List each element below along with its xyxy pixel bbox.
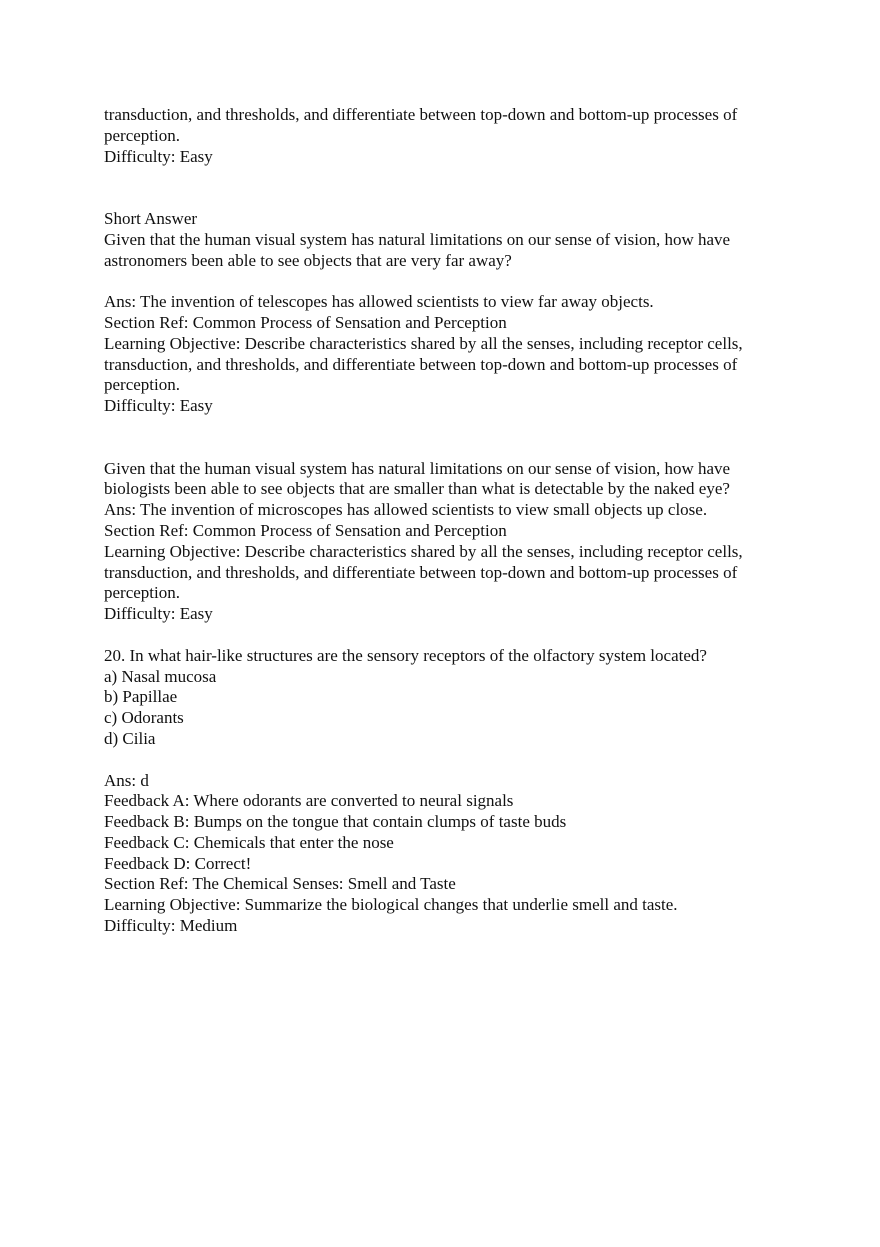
question-block-20 (104, 646, 804, 937)
spacer (104, 417, 804, 459)
learning-objective-line: Learning Objective: Describe characteristics shared by all the senses, including receptor cells, (104, 333, 743, 353)
answer-option-b: b) Papillae (104, 687, 178, 707)
section-ref: Section Ref: The Chemical Senses: Smell and Taste (104, 874, 456, 894)
learning-objective: Learning Objective: Summarize the biological changes that underlie smell and taste. (104, 895, 678, 915)
question-block-telescopes (104, 209, 804, 417)
difficulty: Difficulty: Medium (104, 916, 238, 936)
document-page (104, 105, 804, 937)
difficulty: Difficulty: Easy (104, 146, 213, 166)
learning-objective-line: transduction, and thresholds, and differentiate between top-down and bottom-up processes of (104, 105, 738, 124)
answer: Ans: The invention of microscopes has allowed scientists to view small objects up close. (104, 500, 708, 520)
answer: Ans: d (104, 770, 149, 790)
answer-option-d: d) Cilia (104, 728, 156, 748)
difficulty: Difficulty: Easy (104, 396, 213, 416)
question-text-line: biologists been able to see objects that are smaller than what is detectable by the naked eye? (104, 479, 730, 499)
spacer (104, 750, 804, 771)
learning-objective-line: perception. (104, 125, 180, 145)
answer: Ans: The invention of telescopes has allowed scientists to view far away objects. (104, 292, 654, 312)
question-block-microscopes (104, 459, 804, 625)
spacer (104, 271, 804, 292)
question-text-line: Given that the human visual system has natural limitations on our sense of vision, how have (104, 229, 731, 249)
feedback-a: Feedback A: Where odorants are converted to neural signals (104, 791, 514, 811)
learning-objective-line: perception. (104, 583, 180, 603)
difficulty: Difficulty: Easy (104, 604, 213, 624)
feedback-b: Feedback B: Bumps on the tongue that contain clumps of taste buds (104, 812, 567, 832)
section-ref: Section Ref: Common Process of Sensation and Perception (104, 520, 507, 540)
question-text-line: Given that the human visual system has natural limitations on our sense of vision, how have (104, 458, 731, 478)
spacer (104, 625, 804, 646)
spacer (104, 167, 804, 209)
answer-option-a: a) Nasal mucosa (104, 666, 217, 686)
feedback-d: Feedback D: Correct! (104, 853, 252, 873)
learning-objective-line: perception. (104, 375, 180, 395)
question-text: 20. In what hair-like structures are the sensory receptors of the olfactory system located? (104, 645, 707, 665)
learning-objective-line: Learning Objective: Describe characteristics shared by all the senses, including receptor cells, (104, 541, 743, 561)
feedback-c: Feedback C: Chemicals that enter the nose (104, 832, 394, 852)
question-text-line: astronomers been able to see objects that are very far away? (104, 250, 512, 270)
section-ref: Section Ref: Common Process of Sensation and Perception (104, 312, 507, 332)
answer-option-c: c) Odorants (104, 708, 184, 728)
learning-objective-line: transduction, and thresholds, and differentiate between top-down and bottom-up processes of (104, 354, 738, 374)
learning-objective-line: transduction, and thresholds, and differentiate between top-down and bottom-up processes of (104, 562, 738, 582)
question-block-continuation (104, 105, 804, 167)
question-type: Short Answer (104, 208, 198, 228)
